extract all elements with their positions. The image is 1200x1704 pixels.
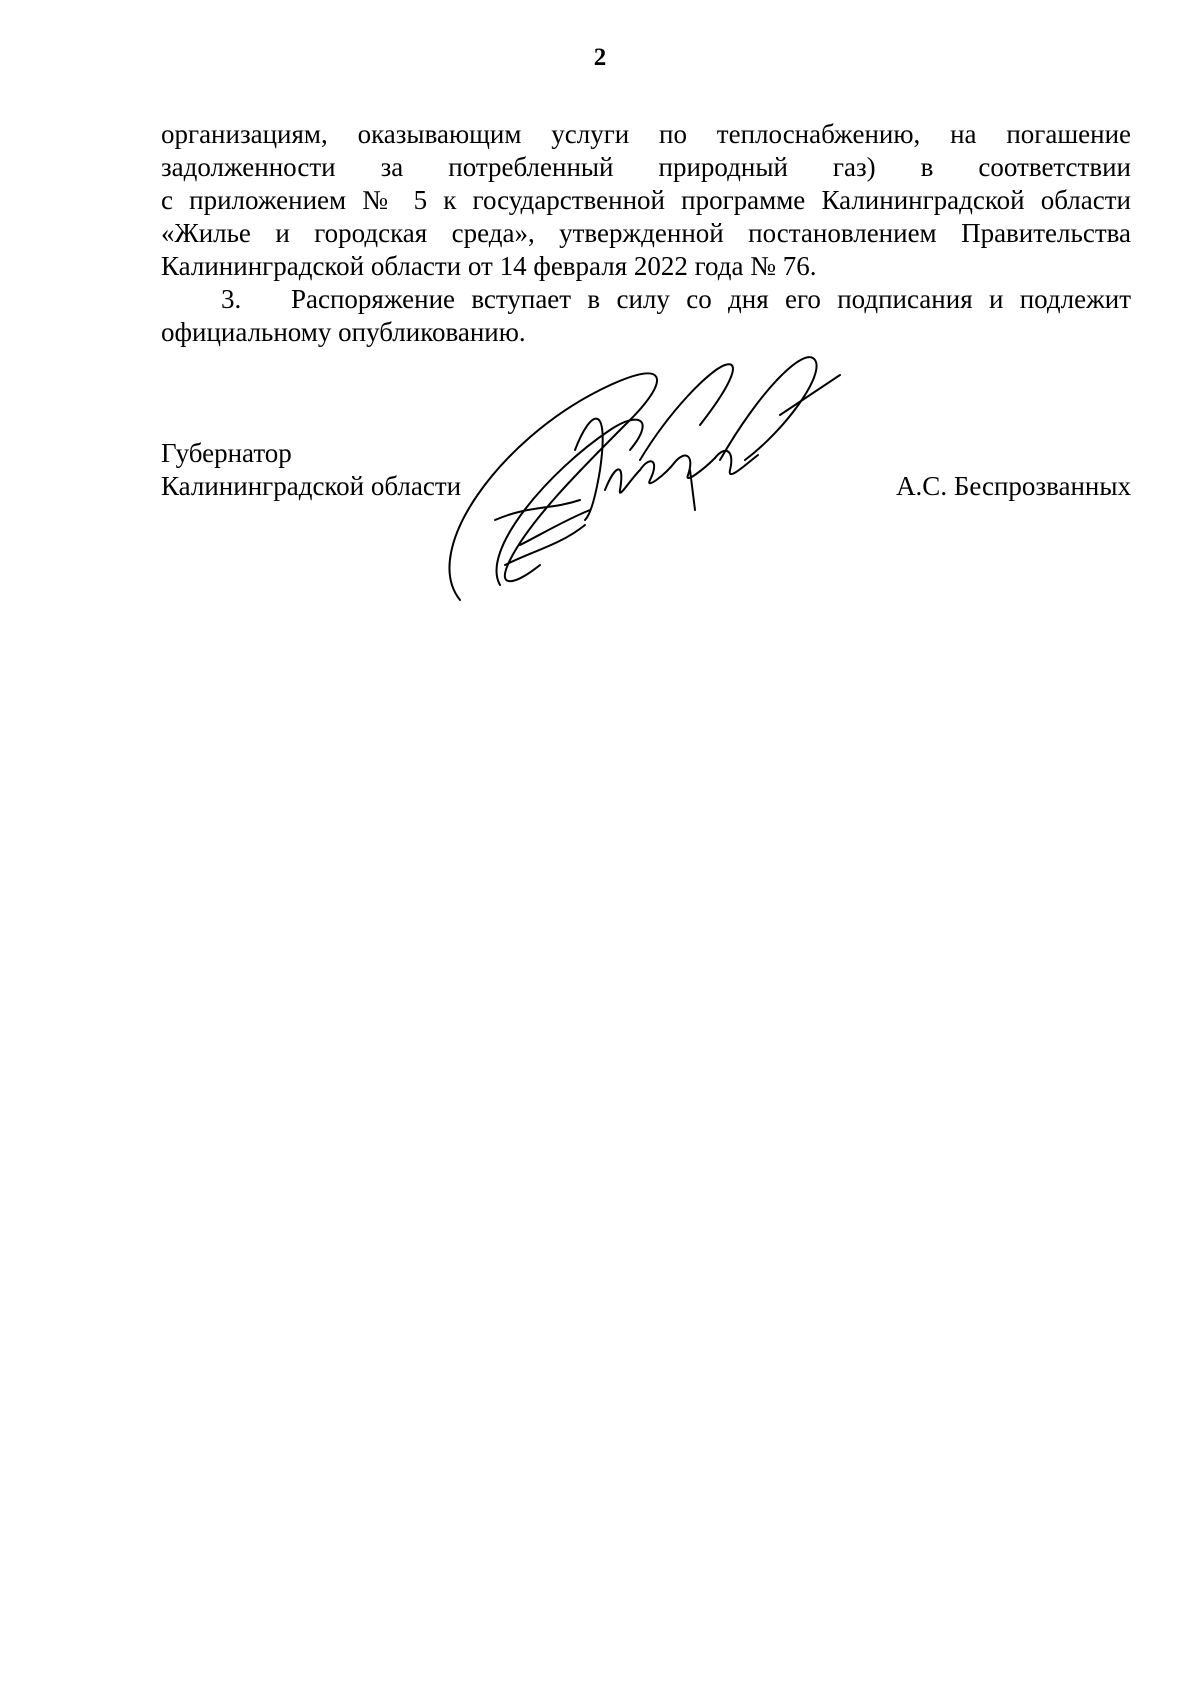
signatory-position: Губернатор [161,438,292,468]
signatory-region: Калининградской области [161,471,462,501]
paragraph-line: «Жилье и городская среда», утвержденной постановлением Правительства [161,218,1131,248]
paragraph-line: организациям, оказывающим услуги по теплоснабжению, на погашение [161,119,1131,149]
signatory-name: А.С. Беспрозванных [896,471,1131,501]
item-3-second-line: официальному опубликованию. [161,317,526,347]
item-3-text: Распоряжение вступает в силу со дня его подписания и подлежит [291,284,1131,314]
page-number: 2 [593,44,607,71]
paragraph-line: Калининградской области от 14 февраля 2022 года № 76. [161,251,817,281]
paragraph-line: с приложением № 5 к государственной программе Калининградской области [161,185,1131,215]
body-text [161,118,1131,349]
item-3-first-line [161,283,1131,316]
item-3-number: 3. [221,284,242,314]
paragraph-line: задолженности за потребленный природный газ) в соответствии [161,152,1131,182]
handwritten-signature [440,350,940,620]
